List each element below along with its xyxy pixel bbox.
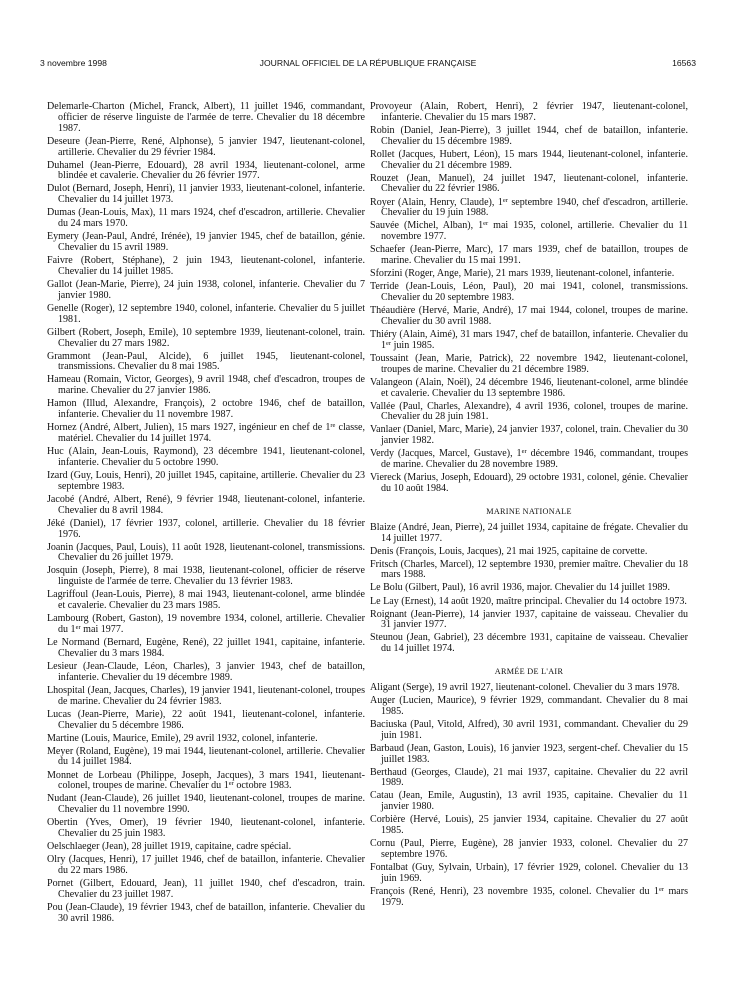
honor-entry: Oelschlaeger (Jean), 28 juillet 1919, capitaine, cadre spécial. bbox=[47, 841, 292, 853]
honor-entry: Fritsch (Charles, Marcel), 12 septembre 1930, premier maître. Chevalier du 18 mars 1988. bbox=[370, 558, 688, 581]
honor-entry: Aligant (Serge), 19 avril 1927, lieutenant-colonel. Chevalier du 3 mars 1978. bbox=[370, 681, 680, 693]
honor-entry: Royer (Alain, Henry, Claude), 1er septembre 1940, chef d'escadron, artillerie. Chevalier du 19 juin 1988. bbox=[370, 196, 688, 219]
honor-entry: Pornet (Gilbert, Edouard, Jean), 11 juillet 1940, chef d'escadron, train. Chevalier du 23 juillet 1987. bbox=[47, 878, 365, 900]
honor-entry: Toussaint (Jean, Marie, Patrick), 22 novembre 1942, lieutenant-colonel, troupes de marine. Chevalier du 21 décembre 1989. bbox=[370, 352, 688, 375]
honor-entry: Lhospital (Jean, Jacques, Charles), 19 janvier 1941, lieutenant-colonel, troupes de marine. Chevalier du 24 février 1983. bbox=[47, 684, 365, 707]
honor-entry: Sforzini (Roger, Ange, Marie), 21 mars 1939, lieutenant-colonel, infanterie. bbox=[370, 268, 675, 280]
honor-entry: Dulot (Bernard, Joseph, Henri), 11 janvier 1933, lieutenant-colonel, infanterie. Chevalier du 14 juillet 1973. bbox=[47, 183, 365, 206]
honor-entry: Blaize (André, Jean, Pierre), 24 juillet 1934, capitaine de frégate. Chevalier du 14 juillet 1977. bbox=[370, 521, 688, 544]
honor-entry: Viereck (Marius, Joseph, Edouard), 29 octobre 1931, colonel, génie. Chevalier du 10 août 1984. bbox=[370, 472, 688, 494]
honor-entry: Catau (Jean, Emile, Augustin), 13 avril 1935, capitaine. Chevalier du 11 janvier 1980. bbox=[370, 790, 688, 813]
honor-entry: Fontalbat (Guy, Sylvain, Urbain), 17 février 1929, colonel. Chevalier du 13 juin 1969. bbox=[370, 862, 688, 884]
honor-entry: Steunou (Jean, Gabriel), 23 décembre 1931, capitaine de vaisseau. Chevalier du 14 juillet 1974. bbox=[370, 632, 688, 655]
honor-entry: Hamon (Illud, Alexandre, François), 2 octobre 1946, chef de bataillon, infanterie. Chevalier du 11 novembre 1987. bbox=[47, 398, 365, 421]
air-entries bbox=[370, 683, 688, 909]
honor-entry: Lesieur (Jean-Claude, Léon, Charles), 3 janvier 1943, chef de bataillon, infanterie. Chevalier du 19 décembre 1989. bbox=[47, 660, 365, 683]
honor-entry: Cornu (Paul, Pierre, Eugène), 28 janvier 1933, colonel. Chevalier du 27 septembre 1976. bbox=[370, 838, 688, 861]
honor-entry: Le Lay (Ernest), 14 août 1920, maître principal. Chevalier du 14 octobre 1973. bbox=[370, 595, 687, 607]
right-column bbox=[370, 102, 688, 911]
honor-entry: Corbière (Hervé, Louis), 25 janvier 1934, capitaine. Chevalier du 27 août 1985. bbox=[370, 814, 688, 837]
honor-entry: Izard (Guy, Louis, Henri), 20 juillet 1945, capitaine, artillerie. Chevalier du 23 septembre 1983. bbox=[47, 469, 365, 492]
honor-entry: Nudant (Jean-Claude), 26 juillet 1940, lieutenant-colonel, troupes de marine. Chevalier du 11 novembre 1990. bbox=[47, 793, 365, 816]
section-title-marine: MARINE NATIONALE bbox=[486, 506, 572, 516]
honor-entry: Josquin (Joseph, Pierre), 8 mai 1938, lieutenant-colonel, officier de réserve linguiste de l'armée de terre. Chevalier du 13 février 1983. bbox=[47, 565, 365, 588]
honor-entry: Verdy (Jacques, Marcel, Gustave), 1er décembre 1946, commandant, troupes de marine. Chevalier du 28 novembre 1989. bbox=[370, 448, 688, 471]
honor-entry: Barbaud (Jean, Gaston, Louis), 16 janvier 1923, sergent-chef. Chevalier du 15 juillet 1983. bbox=[370, 742, 688, 765]
honor-entry: Le Bolu (Gilbert, Paul), 16 avril 1936, major. Chevalier du 14 juillet 1989. bbox=[370, 582, 670, 594]
honor-entry: Baciuska (Paul, Vitold, Alfred), 30 avril 1931, commandant. Chevalier du 29 juin 1981. bbox=[370, 718, 688, 741]
honor-entry: Terride (Jean-Louis, Léon, Paul), 20 mai 1941, colonel, transmissions. Chevalier du 20 septembre 1983. bbox=[370, 281, 688, 303]
honor-entry: Faivre (Robert, Stéphane), 2 juin 1943, lieutenant-colonel, infanterie. Chevalier du 14 juillet 1985. bbox=[47, 255, 365, 277]
honor-entry: Jacobé (André, Albert, René), 9 février 1948, lieutenant-colonel, infanterie. Chevalier du 8 avril 1984. bbox=[47, 493, 365, 516]
honor-entry: Eymery (Jean-Paul, André, Irénée), 19 janvier 1945, chef de bataillon, génie. Chevalier du 15 avril 1989. bbox=[47, 231, 365, 254]
honor-entry: Hameau (Romain, Victor, Georges), 9 avril 1948, chef d'escadron, troupes de marine. Chevalier du 27 janvier 1986. bbox=[47, 374, 365, 397]
section-title-air: ARMÉE DE L'AIR bbox=[494, 667, 564, 677]
honor-entry: Théaudière (Hervé, Marie, André), 17 mai 1944, colonel, troupes de marine. Chevalier du 30 avril 1988. bbox=[370, 305, 688, 327]
header-title: JOURNAL OFFICIEL DE LA RÉPUBLIQUE FRANÇAISE bbox=[259, 58, 477, 68]
honor-entry: Thiéry (Alain, Aimé), 31 mars 1947, chef de bataillon, infanterie. Chevalier du 1er juin 1985. bbox=[370, 328, 688, 351]
honor-entry: Valangeon (Alain, Noël), 24 décembre 1946, lieutenant-colonel, arme blindée et cavalerie. Chevalier du 13 septembre 1986. bbox=[370, 376, 688, 399]
header-date: 3 novembre 1998 bbox=[40, 58, 107, 68]
honor-entry: Denis (François, Louis, Jacques), 21 mai 1925, capitaine de corvette. bbox=[370, 545, 648, 557]
honor-entry: Sauvée (Michel, Alban), 1er mai 1935, colonel, artillerie. Chevalier du 11 novembre 1977. bbox=[370, 220, 688, 243]
honor-entry: Vallée (Paul, Charles, Alexandre), 4 avril 1936, colonel, troupes de marine. Chevalier du 28 juin 1981. bbox=[370, 400, 688, 423]
honor-entry: Obertin (Yves, Omer), 19 février 1940, lieutenant-colonel, infanterie. Chevalier du 25 juin 1983. bbox=[47, 817, 365, 840]
honor-entry: Vanlaer (Daniel, Marc, Marie), 24 janvier 1937, colonel, train. Chevalier du 30 janvier 1982. bbox=[370, 424, 688, 447]
honor-entry: Gilbert (Robert, Joseph, Emile), 10 septembre 1939, lieutenant-colonel, train. Chevalier du 27 mars 1982. bbox=[47, 326, 365, 349]
honor-entry: Meyer (Roland, Eugène), 19 mai 1944, lieutenant-colonel, artillerie. Chevalier du 14 juillet 1984. bbox=[47, 745, 365, 768]
page-header bbox=[40, 57, 696, 69]
left-column bbox=[47, 102, 365, 927]
honor-entry: Pou (Jean-Claude), 19 février 1943, chef de bataillon, infanterie. Chevalier du 30 avril 1986. bbox=[47, 901, 365, 924]
honor-entry: Rollet (Jacques, Hubert, Léon), 15 mars 1944, lieutenant-colonel, infanterie. Chevalier du 21 décembre 1989. bbox=[370, 148, 688, 171]
honor-entry: Jéké (Daniel), 17 février 1937, colonel, artillerie. Chevalier du 18 février 1976. bbox=[47, 517, 365, 540]
honor-entry: Joanin (Jacques, Paul, Louis), 11 août 1928, lieutenant-colonel, transmissions. Chevalier du 26 juillet 1979. bbox=[47, 541, 365, 564]
honor-entry: Roignant (Jean-Pierre), 14 janvier 1937, capitaine de vaisseau. Chevalier du 31 janvier 1977. bbox=[370, 608, 688, 631]
honor-entry: Rouzet (Jean, Manuel), 24 juillet 1947, lieutenant-colonel, infanterie. Chevalier du 22 février 1986. bbox=[370, 172, 688, 195]
honor-entry: Lambourg (Robert, Gaston), 19 novembre 1934, colonel, artillerie. Chevalier du 1er mai 1977. bbox=[47, 613, 365, 636]
honor-entry: Dumas (Jean-Louis, Max), 11 mars 1924, chef d'escadron, artillerie. Chevalier du 24 mars 1970. bbox=[47, 207, 365, 230]
honor-entry: Deseure (Jean-Pierre, René, Alphonse), 5 janvier 1947, lieutenant-colonel, artillerie. Chevalier du 29 février 1984. bbox=[47, 135, 365, 158]
honor-entry: Genelle (Roger), 12 septembre 1940, colonel, infanterie. Chevalier du 5 juillet 1981. bbox=[47, 302, 365, 325]
honor-entry: Provoyeur (Alain, Robert, Henri), 2 février 1947, lieutenant-colonel, infanterie. Chevalier du 15 mars 1987. bbox=[370, 101, 688, 123]
honor-entry: Berthaud (Georges, Claude), 21 mai 1937, capitaine. Chevalier du 22 avril 1989. bbox=[370, 766, 688, 789]
honor-entry: Grammont (Jean-Paul, Alcide), 6 juillet 1945, lieutenant-colonel, transmissions. Chevalier du 8 mai 1985. bbox=[47, 350, 365, 373]
honor-entry: Robin (Daniel, Jean-Pierre), 3 juillet 1944, chef de bataillon, infanterie. Chevalier du 15 décembre 1989. bbox=[370, 124, 688, 147]
honor-entry: Lagriffoul (Jean-Louis, Pierre), 8 mai 1943, lieutenant-colonel, arme blindée et cavalerie. Chevalier du 23 mars 1985. bbox=[47, 589, 365, 612]
honor-entry: Schaefer (Jean-Pierre, Marc), 17 mars 1939, chef de bataillon, troupes de marine. Chevalier du 15 mai 1991. bbox=[370, 244, 688, 267]
honor-entry: Monnet de Lorbeau (Philippe, Joseph, Jacques), 3 mars 1941, lieutenant-colonel, troupes de marine. Chevalier du 1er octobre 1983. bbox=[47, 769, 365, 792]
honor-entry: Duhamel (Jean-Pierre, Edouard), 28 avril 1934, lieutenant-colonel, arme blindée et cavalerie. Chevalier du 26 février 1977. bbox=[47, 159, 365, 182]
honor-entry: François (René, Henri), 23 novembre 1935, colonel. Chevalier du 1er mars 1979. bbox=[370, 885, 688, 908]
honor-entry: Lucas (Jean-Pierre, Marie), 22 août 1941, lieutenant-colonel, infanterie. Chevalier du 5 décembre 1986. bbox=[47, 708, 365, 731]
honor-entry: Gallot (Jean-Marie, Pierre), 24 juin 1938, colonel, infanterie. Chevalier du 7 janvier 1980. bbox=[47, 278, 365, 301]
honor-entry: Delemarle-Charton (Michel, Franck, Albert), 11 juillet 1946, commandant, officier de réserve linguiste de l'armée de terre. Chevalier du 18 décembre 1987. bbox=[47, 101, 365, 134]
honor-entry: Martine (Louis, Maurice, Emile), 29 avril 1932, colonel, infanterie. bbox=[47, 732, 318, 744]
header-page-number: 16563 bbox=[672, 58, 696, 68]
marine-entries bbox=[370, 523, 688, 655]
honor-entry: Olry (Jacques, Henri), 17 juillet 1946, chef de bataillon, infanterie. Chevalier du 22 mars 1986. bbox=[47, 854, 365, 876]
honor-entry: Le Normand (Bernard, Eugène, René), 22 juillet 1941, capitaine, infanterie. Chevalier du 3 mars 1984. bbox=[47, 637, 365, 659]
honor-entry: Auger (Lucien, Maurice), 9 février 1929, commandant. Chevalier du 8 mai 1985. bbox=[370, 694, 688, 717]
honor-entry: Huc (Alain, Jean-Louis, Raymond), 23 décembre 1941, lieutenant-colonel, infanterie. Chevalier du 5 octobre 1990. bbox=[47, 446, 365, 468]
army-entries-continued bbox=[370, 102, 688, 495]
honor-entry: Hornez (André, Albert, Julien), 15 mars 1927, ingénieur en chef de 1re classe, matériel. Chevalier du 14 juillet 1974. bbox=[47, 422, 365, 445]
